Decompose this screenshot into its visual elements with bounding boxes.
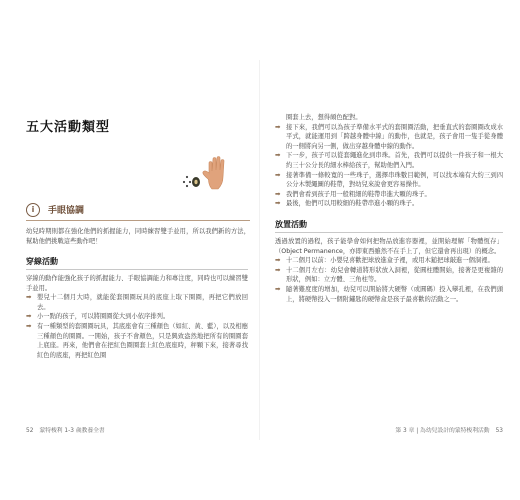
gutter-divider	[259, 60, 260, 440]
page-number: 53	[495, 428, 503, 434]
chapter-label: 第 3 章	[395, 428, 415, 434]
section-heading-placing: 放置活動	[275, 219, 307, 229]
threading-list-continued	[275, 123, 503, 209]
list-item: ➡ 十二個月左右：幼兒會轉道將形狀放入洞裡，從圓柱體開始，接著是更複雜的形狀，例如：立方體、三角柱等。	[275, 265, 503, 284]
right-arrow-icon: ➡	[275, 170, 281, 179]
list-item: ➡ 有一種類型的套圈圈玩具，其底座會有三種顏色（如紅、黃、藍），以及相應三種顏色的圈圈。一開始，孩子不會顏色，只是興致盎然地把所有的圈圈套上底座。再來，他們會在把紅色圈圈套上紅色底座時，秤顆下來，接著尋找紅色的底座，再把紅色圈	[26, 321, 248, 359]
seed-dot	[189, 181, 191, 183]
right-arrow-icon: ➡	[275, 256, 281, 265]
list-item: ➡ 最後，他們可以用較細的鞋帶串進小顆的珠子。	[275, 199, 419, 208]
right-arrow-icon: ➡	[275, 284, 281, 293]
section-rule	[26, 269, 248, 270]
tip-divider	[26, 220, 250, 221]
left-page-body	[26, 256, 248, 360]
tip-title: 手眼協調	[48, 206, 85, 216]
right-arrow-icon: ➡	[275, 122, 281, 131]
seed-dot	[186, 176, 188, 178]
right-arrow-icon: ➡	[26, 293, 32, 302]
tip-body: 幼兒時期則都在強化他們的抓握能力，同時練習雙手並用，所以我們新的方法，幫助他們挑戰這些動作吧！	[26, 228, 250, 245]
seed-dot	[186, 185, 188, 187]
section-intro: 透過放置的過程，孩子能學會如何把物品放進容器裡，並開始理解「物體恆存」（Object Permanence，亦即東西雖然不在手上了，但它還會再出現）的概念。	[275, 237, 503, 255]
list-item: ➡ 下一步，孩子可以從套繩進化到串珠。首先，我們可以提供一件孩子和一根大約三十公分長的細水棒給孩子，幫助他們入門。	[275, 151, 503, 169]
list-item: ➡ 小一點的孩子，可以將圈圈從大到小依序排列。	[26, 312, 170, 321]
right-arrow-icon: ➡	[275, 265, 281, 274]
section-rule	[275, 232, 503, 233]
continued-text: 圈套上去，想得頗色配對。	[286, 114, 362, 121]
right-footer: 第 3 章 | 為幼兒設計的蒙特梭利活動 53	[395, 428, 503, 434]
info-circle-icon: i	[26, 203, 40, 217]
hands-illustration	[178, 153, 230, 191]
placing-list	[275, 256, 503, 304]
right-arrow-icon: ➡	[26, 312, 32, 321]
list-item: ➡ 接著準備一條較寬的一些珠子，選擇串珠數目範例，可以找本端有大約三到四公分木製繩圖的鞋帶，對幼兒來說會更容易操作。	[275, 170, 503, 189]
list-item: ➡ 隨著難度度的增加，幼兒可以開始將大硬幣（或圓碼）投入孿孔裡，在我們頭上，將硬幣投入一個附鏽匙的硬幣盒是孩子最喜歡的活動之一。	[275, 284, 503, 303]
section-heading-threading: 穿線活動	[26, 257, 58, 266]
list-item: ➡ 十二個月以前：小嬰兒喜歡把球放進盒子裡，或用木鎚把球敲進一個洞裡。	[275, 256, 494, 265]
section-intro: 穿線的動作能強化孩子的抓握能力、手眼協調能力和專注度，同時也可以練習雙手並用。	[26, 275, 248, 292]
right-arrow-icon: ➡	[26, 321, 32, 330]
book-title: 蒙特梭利 1-3 歲教養全書	[39, 428, 105, 434]
page-number: 52	[26, 428, 34, 434]
chapter-name: 為幼兒設計的蒙特梭利活動	[420, 428, 490, 434]
left-footer	[26, 425, 105, 434]
threading-list	[26, 293, 248, 360]
right-arrow-icon: ➡	[275, 151, 281, 160]
list-item: ➡ 嬰兒十二個月大時，就能從套圈圈玩具的底座上取下圈圈，再把它們放回去。	[26, 293, 248, 311]
hand-icon	[208, 157, 224, 190]
seed-dot	[183, 181, 185, 183]
chapter-title: 五大活動類型	[26, 120, 111, 135]
right-arrow-icon: ➡	[275, 199, 281, 208]
list-item: ➡ 我們會看到孩子用一般粗細的鞋帶串進大顆的珠子。	[275, 189, 431, 198]
right-arrow-icon: ➡	[275, 189, 281, 198]
right-page-body	[275, 113, 503, 304]
list-item: ➡ 接下來，我們可以為孩子準備水平式的套圈圈活動，把垂直式的套圈圈改成水平式，就能運用到「跨越身體中線」的動作，也就是，孩子會用一隻手從身體的一側將向另一側，做出穿越身體中線的動作。	[275, 122, 503, 150]
